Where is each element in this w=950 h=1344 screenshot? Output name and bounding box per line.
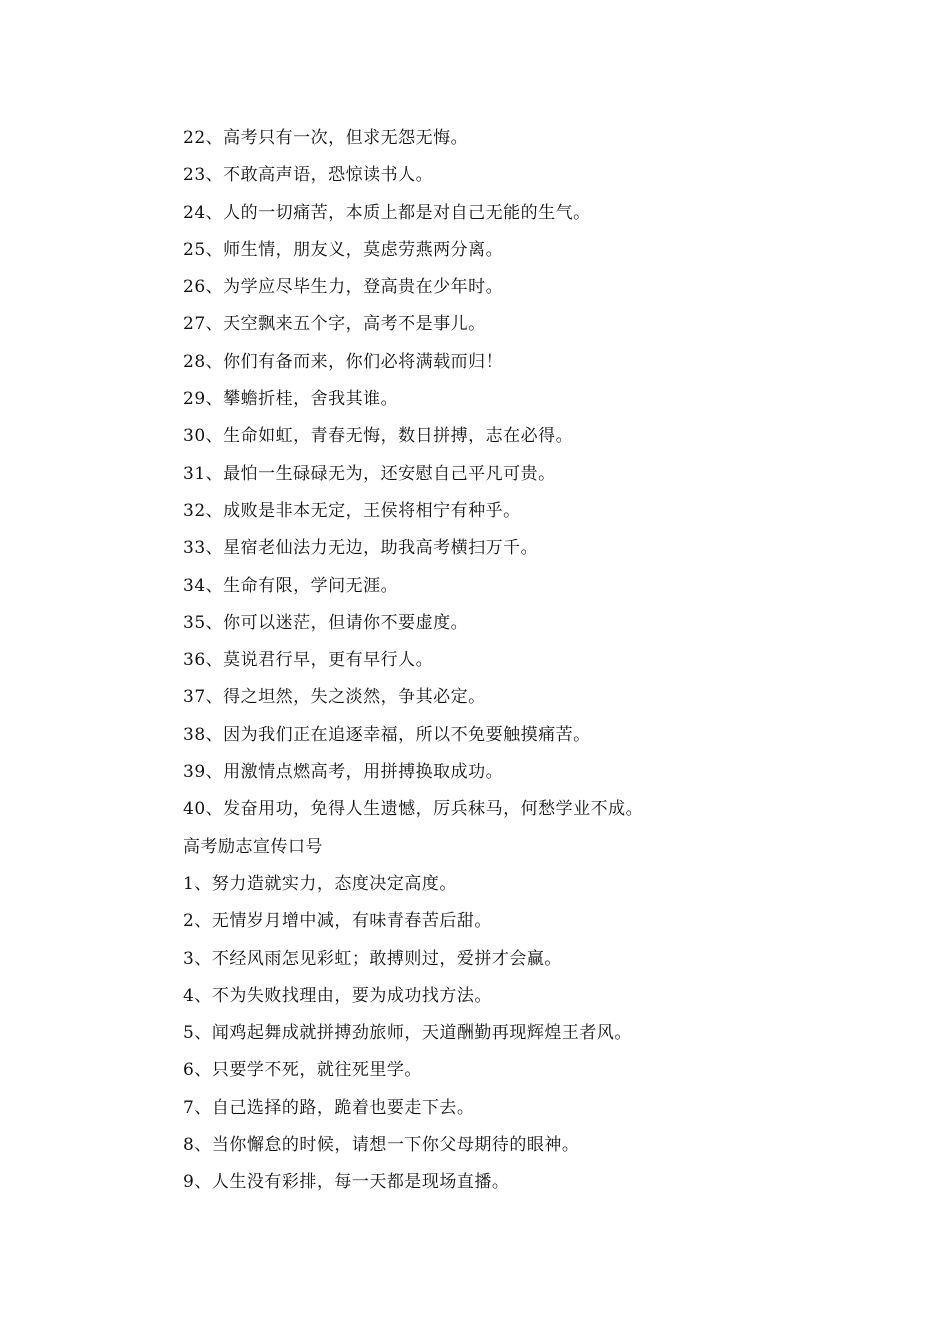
document-body (183, 124, 903, 1206)
list-item: 24、人的一切痛苦，本质上都是对自己无能的生气。 (183, 202, 591, 223)
list-item: 39、用激情点燃高考，用拼搏换取成功。 (183, 762, 504, 783)
list-item: 29、攀蟾折桂，舍我其谁。 (183, 389, 399, 410)
list-item: 8、当你懈怠的时候，请想一下你父母期待的眼神。 (183, 1135, 580, 1156)
list-item: 26、为学应尽毕生力，登高贵在少年时。 (183, 277, 504, 298)
list-item: 31、最怕一生碌碌无为，还安慰自己平凡可贵。 (183, 463, 556, 484)
list-item: 40、发奋用功，免得人生遗憾，厉兵秣马，何愁学业不成。 (183, 799, 644, 820)
list-item: 30、生命如虹，青春无悔，数日拼搏，志在必得。 (183, 426, 574, 447)
list-item: 7、自己选择的路，跪着也要走下去。 (183, 1097, 475, 1118)
list-item: 38、因为我们正在追逐幸福，所以不免要触摸痛苦。 (183, 724, 591, 745)
list-item: 1、努力造就实力，态度决定高度。 (183, 873, 457, 894)
list-item: 3、不经风雨怎见彩虹；敢搏则过，爱拼才会赢。 (183, 948, 562, 969)
list-item: 33、星宿老仙法力无边，助我高考横扫万千。 (183, 538, 539, 559)
section-heading: 高考励志宣传口号 (183, 836, 323, 857)
list-item: 25、师生情，朋友义，莫虑劳燕两分离。 (183, 239, 504, 260)
list-item: 9、人生没有彩排，每一天都是现场直播。 (183, 1172, 510, 1193)
list-item: 32、成败是非本无定，王侯将相宁有种乎。 (183, 500, 521, 521)
list-item: 34、生命有限，学问无涯。 (183, 575, 399, 596)
list-item: 37、得之坦然，失之淡然，争其必定。 (183, 687, 486, 708)
list-item: 35、你可以迷茫，但请你不要虚度。 (183, 612, 469, 633)
list-item: 23、不敢高声语，恐惊读书人。 (183, 165, 434, 186)
list-item: 4、不为失败找理由，要为成功找方法。 (183, 985, 492, 1006)
list-item: 5、闻鸡起舞成就拼搏劲旅师，天道酬勤再现辉煌王者风。 (183, 1023, 632, 1044)
list-item: 28、你们有备而来，你们必将满载而归！ (183, 351, 504, 372)
list-item: 2、无情岁月增中减，有味青春苦后甜。 (183, 911, 492, 932)
list-item: 27、天空飘来五个字，高考不是事儿。 (183, 314, 486, 335)
list-item: 36、莫说君行早，更有早行人。 (183, 650, 434, 671)
list-item: 6、只要学不死，就往死里学。 (183, 1060, 422, 1081)
list-item: 22、高考只有一次，但求无怨无悔。 (183, 128, 469, 148)
